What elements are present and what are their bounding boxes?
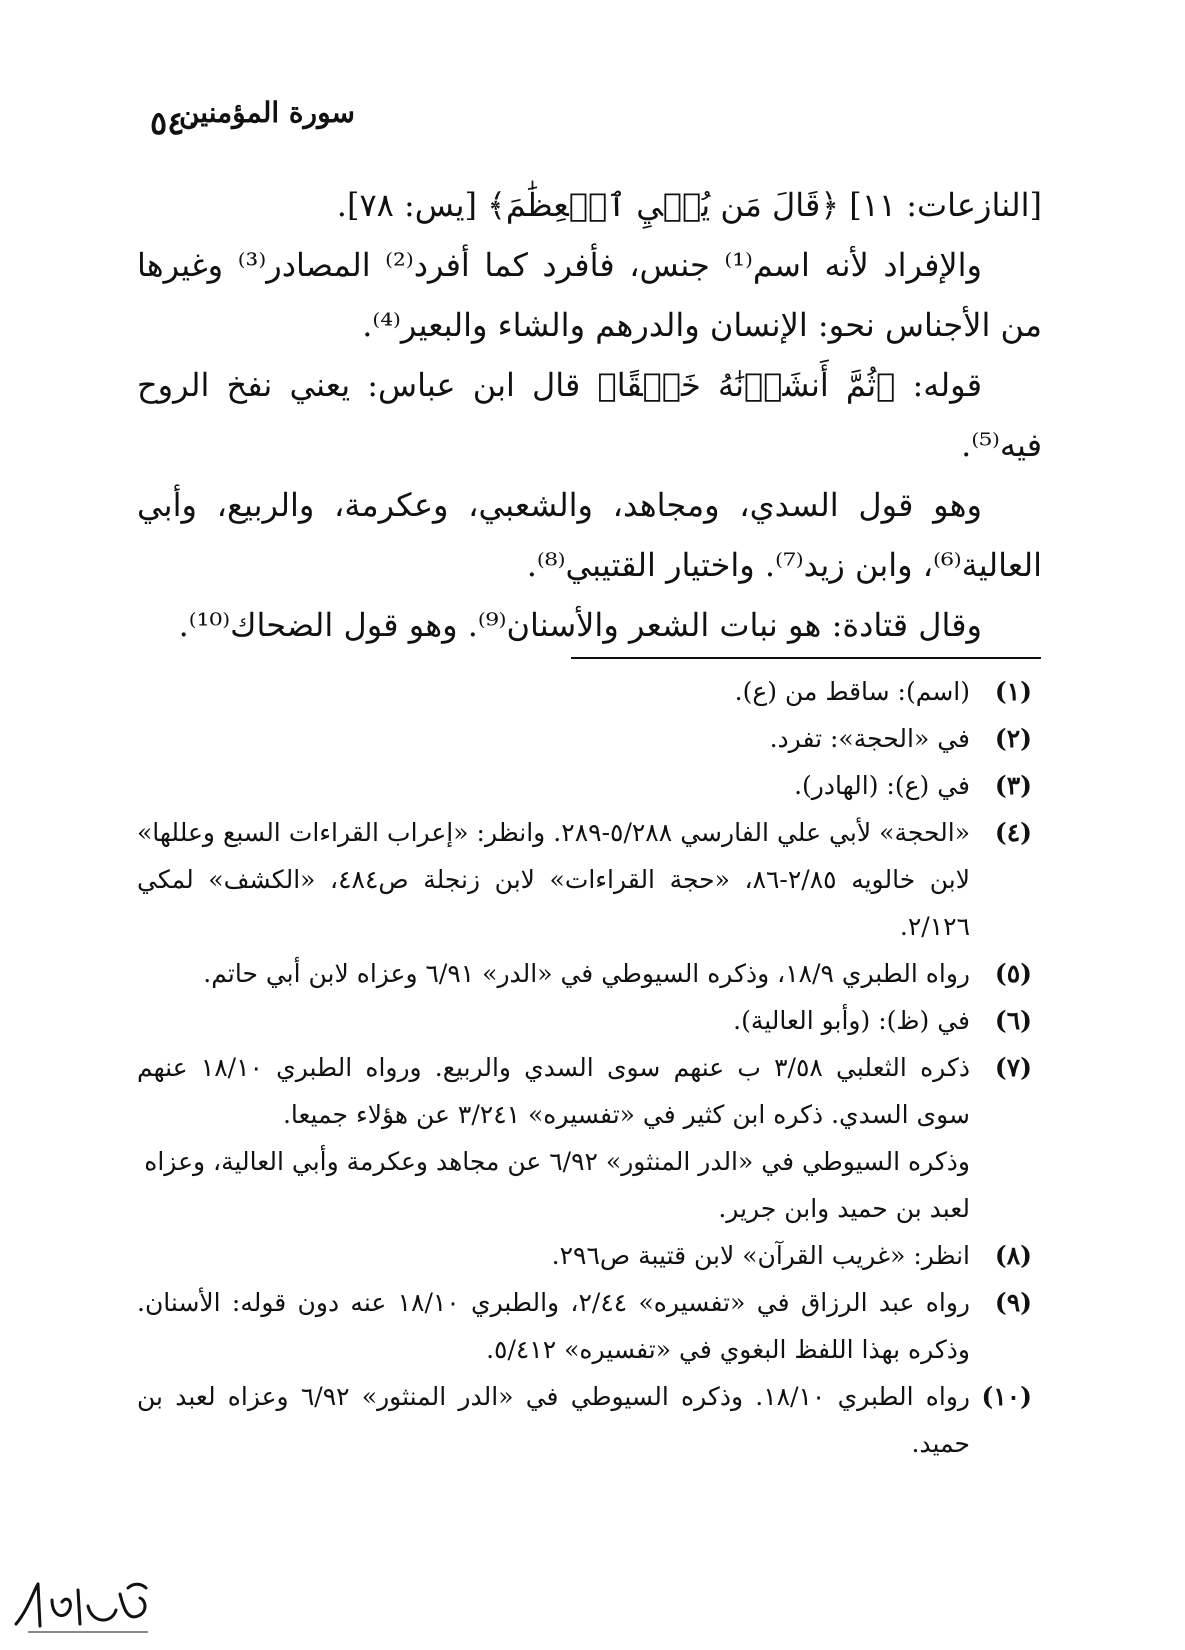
footnote-text: «الحجة» لأبي علي الفارسي ٥/٢٨٨-٢٨٩. وانظر: «إعراب القراءات السبع وعللها» لابن خالويه ٢/٨٥-٨٦، «حجة القراءات» لابن زنجلة ص٤٨٤، «الكشف» لمكي ٢/١٢٦. xyxy=(137,818,970,941)
footnote-number: (٧) xyxy=(994,1053,1032,1082)
footnotes xyxy=(137,668,1032,1467)
publisher-logo xyxy=(8,1580,160,1640)
surah-title: سورة المؤمنين xyxy=(178,96,355,129)
footnote-number: (٥) xyxy=(994,959,1032,988)
footnote-text: ذكره الثعلبي ٣/٥٨ ب عنهم سوى السدي والربيع. ورواه الطبري ١٨/١٠ عنهم سوى السدي. ذكره ابن كثير في «تفسيره» ٣/٢٤١ عن هؤلاء جميعا. xyxy=(137,1053,970,1129)
paragraph: [النازعات: ١١] ﴿قَالَ مَن يُحۡيِ ٱلۡعِظَٰمَ﴾ [يس: ٧٨]. xyxy=(336,186,1042,224)
footnote-text: في (ظ): (وأبو العالية). xyxy=(733,1006,970,1035)
page-header xyxy=(150,96,1185,146)
footnote-number: (٤) xyxy=(994,818,1032,847)
paragraph: والإفراد لأنه اسم⁽¹⁾ جنس، فأفرد كما أفرد⁽²⁾ المصادر⁽³⁾ وغيرها من الأجناس نحو: الإنسان والدرهم والشاء والبعير⁽⁴⁾. xyxy=(137,246,1042,344)
footnote xyxy=(137,668,1032,715)
footnote xyxy=(137,1279,1032,1373)
footnote xyxy=(137,1373,1032,1467)
footnote-text: رواه عبد الرزاق في «تفسيره» ٢/٤٤، والطبري ١٨/١٠ عنه دون قوله: الأسنان. وذكره بهذا اللفظ البغوي في «تفسيره» ٥/٤١٢. xyxy=(137,1288,970,1364)
footnote xyxy=(137,715,1032,762)
footnote-continuation: وذكره السيوطي في «الدر المنثور» ٦/٩٢ عن مجاهد وعكرمة وأبي العالية، وعزاه لعبد بن حميد وابن جرير. xyxy=(144,1147,970,1223)
footnote-text: رواه الطبري ١٨/٩، وذكره السيوطي في «الدر» ٦/٩١ وعزاه لابن أبي حاتم. xyxy=(203,959,970,988)
footnote-number: (٢) xyxy=(994,724,1032,753)
footnote xyxy=(137,1044,1032,1138)
paragraph: وهو قول السدي، ومجاهد، والشعبي، وعكرمة، والربيع، وأبي العالية⁽⁶⁾، وابن زيد⁽⁷⁾. واختيار القتيبي⁽⁸⁾. xyxy=(137,486,1042,584)
footnote-text: رواه الطبري ١٨/١٠. وذكره السيوطي في «الدر المنثور» ٦/٩٢ وعزاه لعبد بن حميد. xyxy=(137,1382,970,1458)
footnote-text: في «الحجة»: تفرد. xyxy=(769,724,970,753)
page-number: ٥٤٠ xyxy=(150,104,202,142)
footnote-number: (٨) xyxy=(994,1241,1032,1270)
footnote-separator xyxy=(571,657,1041,659)
footnote xyxy=(137,809,1032,950)
main-text xyxy=(137,175,1042,655)
footnote-number: (١٠) xyxy=(981,1382,1032,1411)
footnote-number: (٦) xyxy=(994,1006,1032,1035)
footnote xyxy=(137,997,1032,1044)
footnote xyxy=(137,950,1032,997)
footnote-number: (٣) xyxy=(994,771,1032,800)
footnote xyxy=(137,762,1032,809)
paragraph: وقال قتادة: هو نبات الشعر والأسنان⁽⁹⁾. وهو قول الضحاك⁽¹⁰⁾. xyxy=(178,606,982,644)
footnote-number: (١) xyxy=(994,677,1032,706)
paragraph: قوله: ﴿ثُمَّ أَنشَأۡنَٰهُ خَلۡقًا﴾ قال ابن عباس: يعني نفخ الروح فيه⁽⁵⁾. xyxy=(137,366,1042,464)
footnote-text: في (ع): (الهادر). xyxy=(794,771,970,800)
footnote xyxy=(137,1232,1032,1279)
footnote-text: (اسم): ساقط من (ع). xyxy=(734,677,970,706)
footnote-text: انظر: «غريب القرآن» لابن قتيبة ص٢٩٦. xyxy=(551,1241,970,1270)
footnote-number: (٩) xyxy=(994,1288,1032,1317)
